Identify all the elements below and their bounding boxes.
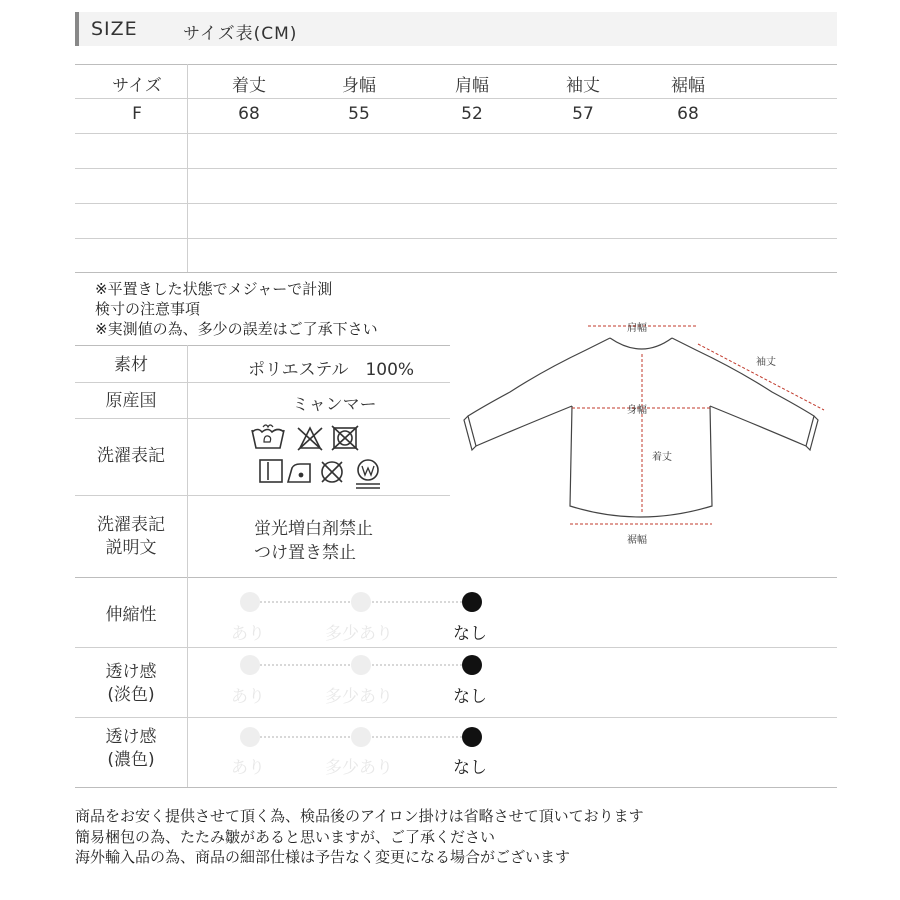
cell-shoulder: 52 [461, 104, 483, 124]
header-hem: 裾幅 [671, 76, 705, 96]
sheer-dark-label-line-2: (濃色) [107, 750, 155, 770]
table-divider [75, 238, 837, 239]
sheer-light-option-label: あり [231, 687, 265, 707]
footer-note-ironing: 商品をお安く提供させて頂く為、検品後のアイロン掛けは省略させて頂いております [75, 807, 644, 825]
size-table-title: サイズ表(CM) [183, 24, 298, 44]
cell-sleeve: 57 [572, 104, 594, 124]
stretch-label: 伸縮性 [105, 605, 157, 625]
care-desc-label-line-1: 洗濯表記 [97, 515, 165, 535]
no-bleach-icon [298, 428, 322, 450]
sheer-dark-selected-label: なし [453, 758, 487, 778]
info-divider [75, 418, 450, 419]
sheer-light-label-line-2: (淡色) [107, 685, 155, 705]
header-sleeve: 袖丈 [566, 76, 600, 96]
line-dry-icon [260, 460, 282, 482]
info-column-divider [187, 345, 188, 577]
sheer-light-label [75, 661, 187, 707]
scales-column-divider [187, 577, 188, 787]
care-desc-2: つけ置き禁止 [254, 543, 356, 563]
care-icons [248, 422, 398, 492]
table-divider [75, 203, 837, 204]
sheer-light-label-line-1: 透け感 [105, 662, 157, 682]
stretch-option-label: 多少あり [325, 624, 393, 644]
origin-label: 原産国 [105, 391, 157, 411]
info-divider [75, 382, 450, 383]
wash-40-icon [252, 425, 284, 448]
info-top-border [75, 345, 450, 346]
stretch-selected-dot [462, 592, 482, 612]
scales-bottom-border [75, 787, 837, 788]
care-desc-label-line-2: 説明文 [105, 538, 157, 558]
sheer-light-selected-dot [462, 655, 482, 675]
sheer-dark-label [75, 726, 187, 772]
cell-size: F [132, 104, 142, 124]
stretch-option-dot [240, 592, 260, 612]
diagram-shoulder: 肩幅 [627, 323, 647, 334]
origin-value: ミャンマー [292, 395, 377, 415]
sheer-light-option-dot [351, 655, 371, 675]
footer-note-packaging: 簡易梱包の為、たたみ皺があると思いますが、ご了承ください [75, 828, 496, 846]
sheer-light-option-dot [240, 655, 260, 675]
note-measure: ※平置きした状態でメジャーで計測 [95, 280, 333, 298]
cell-length: 68 [238, 104, 260, 124]
iron-low-icon [288, 464, 310, 482]
sheer-dark-option-dot [351, 727, 371, 747]
no-tumble-dry-icon [332, 426, 358, 450]
sheer-dark-option-label: 多少あり [325, 758, 393, 778]
care-desc-1: 蛍光増白剤禁止 [254, 519, 373, 539]
cell-hem: 68 [677, 104, 699, 124]
diagram-body: 身幅 [627, 405, 647, 416]
scales-divider [75, 717, 837, 718]
sheer-dark-option-label: あり [231, 758, 265, 778]
no-dry-clean-icon [322, 462, 342, 482]
header-length: 着丈 [232, 76, 266, 96]
garment-outline [460, 310, 840, 555]
header-size: サイズ [112, 76, 162, 96]
info-divider [75, 495, 450, 496]
diagram-length: 着丈 [652, 452, 672, 463]
footer-note-import: 海外輸入品の為、商品の細部仕様は予告なく変更になる場合がございます [75, 848, 571, 866]
scales-divider [75, 647, 837, 648]
sheer-dark-option-dot [240, 727, 260, 747]
stretch-option-dot [351, 592, 371, 612]
sheer-dark-selected-dot [462, 727, 482, 747]
cell-body-width: 55 [348, 104, 370, 124]
table-divider [75, 168, 837, 169]
material-value: ポリエステル 100% [248, 360, 415, 380]
care-label: 洗濯表記 [97, 446, 165, 466]
table-bottom-border [75, 272, 837, 273]
stretch-option-label: あり [231, 624, 265, 644]
section-header [75, 12, 837, 46]
header-shoulder: 肩幅 [455, 76, 489, 96]
table-top-border [75, 64, 837, 65]
diagram-hem: 裾幅 [627, 535, 647, 546]
size-heading: SIZE [91, 18, 138, 40]
wet-clean-icon [356, 460, 380, 488]
diagram-sleeve: 袖丈 [756, 357, 776, 368]
table-divider [75, 98, 837, 99]
sheer-light-option-label: 多少あり [325, 687, 393, 707]
note-tolerance: ※実測値の為、多少の誤差はご了承下さい [95, 320, 378, 338]
material-label: 素材 [114, 355, 148, 375]
header-body-width: 身幅 [342, 76, 376, 96]
sheer-light-selected-label: なし [453, 687, 487, 707]
table-column-divider [187, 64, 188, 272]
stretch-selected-label: なし [453, 624, 487, 644]
table-divider [75, 133, 837, 134]
sheer-dark-label-line-1: 透け感 [105, 727, 157, 747]
garment-diagram [460, 310, 840, 555]
note-caution-title: 検寸の注意事項 [95, 300, 201, 318]
info-bottom-border [75, 577, 837, 578]
care-desc-label [75, 514, 187, 560]
